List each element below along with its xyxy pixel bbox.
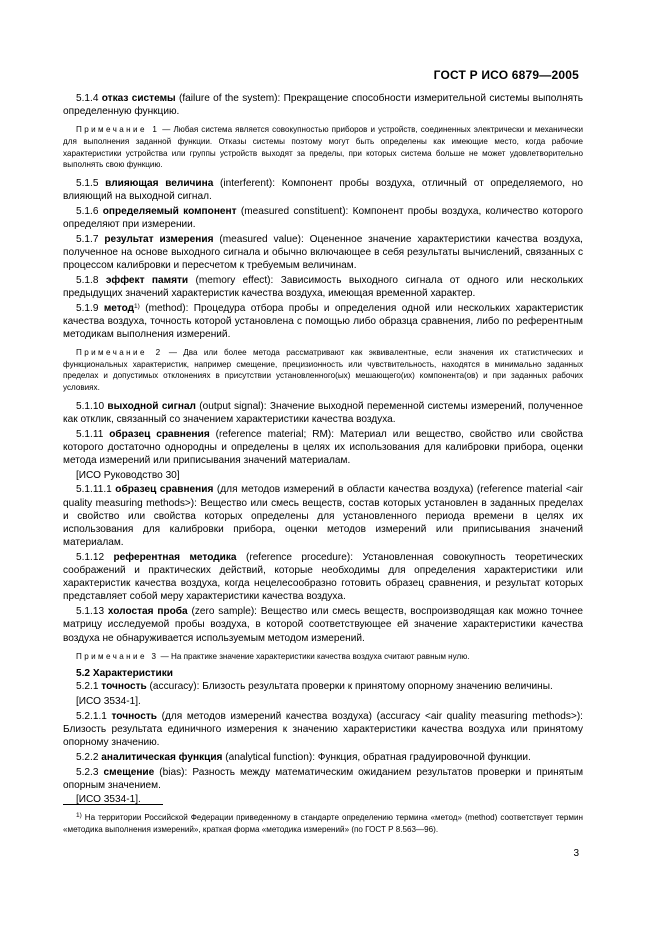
footnote-ref: 1)	[134, 302, 140, 310]
term: отказ системы	[101, 93, 176, 104]
clause-number: 5.1.13	[76, 606, 105, 618]
clause-5-2-1-1	[63, 710, 583, 750]
term: метод	[103, 302, 135, 314]
reference-iso-3534-1: [ИСО 3534-1].	[76, 794, 141, 806]
note-text: — Два или более метода рассматривают как эквивалентные, если значения их статистических и функциональных характеристик, например смещение, прецизионность или чувствительность, находятся в минимально заданных пределах и допустимых отклонениях в присутствии установленного(ых) мешающего(их) компонента(ов) и при заданных рабочих условиях.	[63, 348, 583, 392]
page-number: 3	[573, 848, 579, 859]
definition: (для методов измерений качества воздуха) (accuracy <air quality measuring methods>): Близость результата единичного измерения к значению характеристики качества воздуха или принятому опорному значению.	[63, 710, 583, 749]
clause-number: 5.1.11.1	[76, 484, 112, 496]
note-1	[63, 124, 583, 170]
clause-number: 5.2.1	[76, 681, 99, 693]
term: точность	[101, 681, 147, 693]
clause-number: 5.1.6	[76, 205, 99, 217]
term: результат измерения	[104, 233, 214, 245]
clause-number: 5.1.12	[76, 551, 105, 563]
clause-number: 5.1.5	[76, 177, 99, 189]
note-3	[63, 651, 583, 663]
term: выходной сигнал	[107, 400, 196, 412]
term: влияющая величина	[105, 177, 214, 189]
term: аналитическая функция	[101, 751, 223, 763]
definition: (reference material; RM): Материал или вещество, свойство или свойства которого достаточно однородны и определены в целях их использования для калибровки прибора, оценки метода измерений или приписывания значений материалам.	[63, 428, 583, 466]
definition: (measured value): Оцененное значение характеристики качества воздуха, полученное на основе выходного сигнала и обычно включающее в себя результаты вычислений, связанных с процессом калибровки и пересчетом к требуемым величинам.	[63, 233, 583, 271]
section-heading-5-2: 5.2 Характеристики	[76, 668, 173, 680]
clause-5-2-3	[63, 766, 583, 792]
footnote-separator	[63, 804, 163, 805]
note-label: Примечание 1	[76, 125, 160, 135]
term: холостая проба	[107, 606, 188, 618]
definition: (reference procedure): Установленная совокупность теоретических соображений и практических действий, которые необходимы для определения характеристики или характеристик качества воздуха, когда нецелесообразно готовить образец сравнения, и результат которых представляет собой меру характеристики качества воздуха.	[63, 551, 583, 603]
clause-number: 5.1.7	[76, 233, 99, 245]
clause-number: 5.1.4	[76, 93, 99, 104]
term: определяемый компонент	[102, 205, 237, 217]
note-label: Примечание 2	[76, 348, 163, 358]
reference-iso-guide-30: [ИСО Руководство 30]	[76, 469, 180, 481]
clause-number: 5.1.11	[76, 428, 104, 440]
definition: (analytical function): Функция, обратная градуировочной функции.	[222, 751, 531, 763]
term: образец сравнения	[109, 428, 210, 440]
clause-number: 5.1.9	[76, 302, 99, 314]
note-text: — Любая система является совокупностью приборов и устройств, соединенных электрически и механически для выполнения заданной функции. Отказы системы поэтому могут быть определены как имеющие место, когда рабочие характеристики устройства или группы устройств выходят за пределы, при которых система больше не может удовлетворительно выполнять свою функцию.	[63, 125, 583, 170]
document-header: ГОСТ Р ИСО 6879—2005	[433, 68, 579, 82]
clause-5-1-4	[63, 92, 583, 118]
clause-5-1-11-1	[63, 483, 583, 549]
term: эффект памяти	[105, 274, 189, 286]
clause-5-1-12	[63, 551, 583, 604]
definition: (zero sample): Вещество или смесь веществ, воспроизводящая как можно точнее матрицу исследуемой пробы воздуха, в которой соответствующее ей значение характеристики качества воздуха не обнаруживается используемым методом измерений.	[63, 606, 584, 644]
definition: (interferent): Компонент пробы воздуха, отличный от определяемого, но влияющий на выходной сигнал.	[63, 177, 583, 202]
term: образец сравнения	[115, 484, 214, 496]
clause-number: 5.1.8	[76, 274, 99, 286]
clause-5-1-8	[63, 274, 583, 300]
clause-5-1-11	[63, 428, 583, 468]
term: точность	[111, 710, 157, 722]
definition: (bias): Разность между математическим ожиданием результатов проверки и принятым опорным значением.	[63, 766, 584, 791]
clause-5-1-5	[63, 177, 583, 203]
footnote-text: На территории Российской Федерации приведенному в стандарте определению термина «метод» (method) соответствует термин «методика выполнения измерений», краткая форма «методика измерений» (по ГОСТ Р 8.563—96).	[63, 813, 583, 834]
clause-5-1-9	[63, 302, 583, 342]
term: референтная методика	[113, 551, 237, 563]
clause-5-1-7	[63, 233, 583, 273]
footnote-marker: 1)	[76, 812, 82, 819]
note-label: Примечание 3	[76, 651, 159, 661]
note-text: — На практике значение характеристики качества воздуха считают равным нулю.	[158, 651, 470, 661]
definition: (для методов измерений в области качества воздуха) (reference material <air quality measuring methods>): Вещество или смесь веществ, состав которых установлен в заданных пределах и свойство или свойства которых определены для установленного периода времени в целях их использования для калибровки прибора, оценки методов измерений или приписывания значений материалам.	[63, 484, 583, 549]
clause-5-2-1	[63, 680, 583, 693]
definition: (accuracy): Близость результата проверки к принятому опорному значению величины.	[146, 681, 553, 693]
definition: (output signal): Значение выходной переменной системы измерений, полученное как отклик, связанный со значением характеристики качества воздуха.	[63, 400, 584, 425]
clause-5-1-10	[63, 400, 583, 426]
clause-5-1-13	[63, 605, 583, 645]
document-body	[63, 92, 583, 808]
clause-number: 5.2.3	[76, 766, 99, 778]
definition: (failure of the system): Прекращение способности измерительной системы выполнять определенную функцию.	[63, 93, 583, 118]
definition: (measured constituent): Компонент пробы воздуха, количество которого определяют при измерении.	[63, 205, 583, 230]
clause-number: 5.1.10	[76, 400, 105, 412]
clause-5-2-2	[63, 751, 583, 764]
clause-number: 5.2.2	[76, 751, 99, 763]
term: смещение	[103, 766, 155, 778]
footnote	[63, 812, 583, 835]
definition: (memory effect): Зависимость выходного сигнала от одного или нескольких предыдущих значений характеристик качества воздуха, имеющая временной характер.	[63, 274, 584, 299]
definition: (method): Процедура отбора пробы и определения одной или нескольких характеристик качества воздуха, точность которой установлена с помощью либо образца сравнения, либо по референтным методикам выполнения измерений.	[63, 302, 583, 341]
clause-number: 5.2.1.1	[76, 710, 107, 722]
reference-iso-3534-1: [ИСО 3534-1].	[76, 696, 141, 708]
clause-5-1-6	[63, 205, 583, 231]
note-2	[63, 347, 583, 393]
